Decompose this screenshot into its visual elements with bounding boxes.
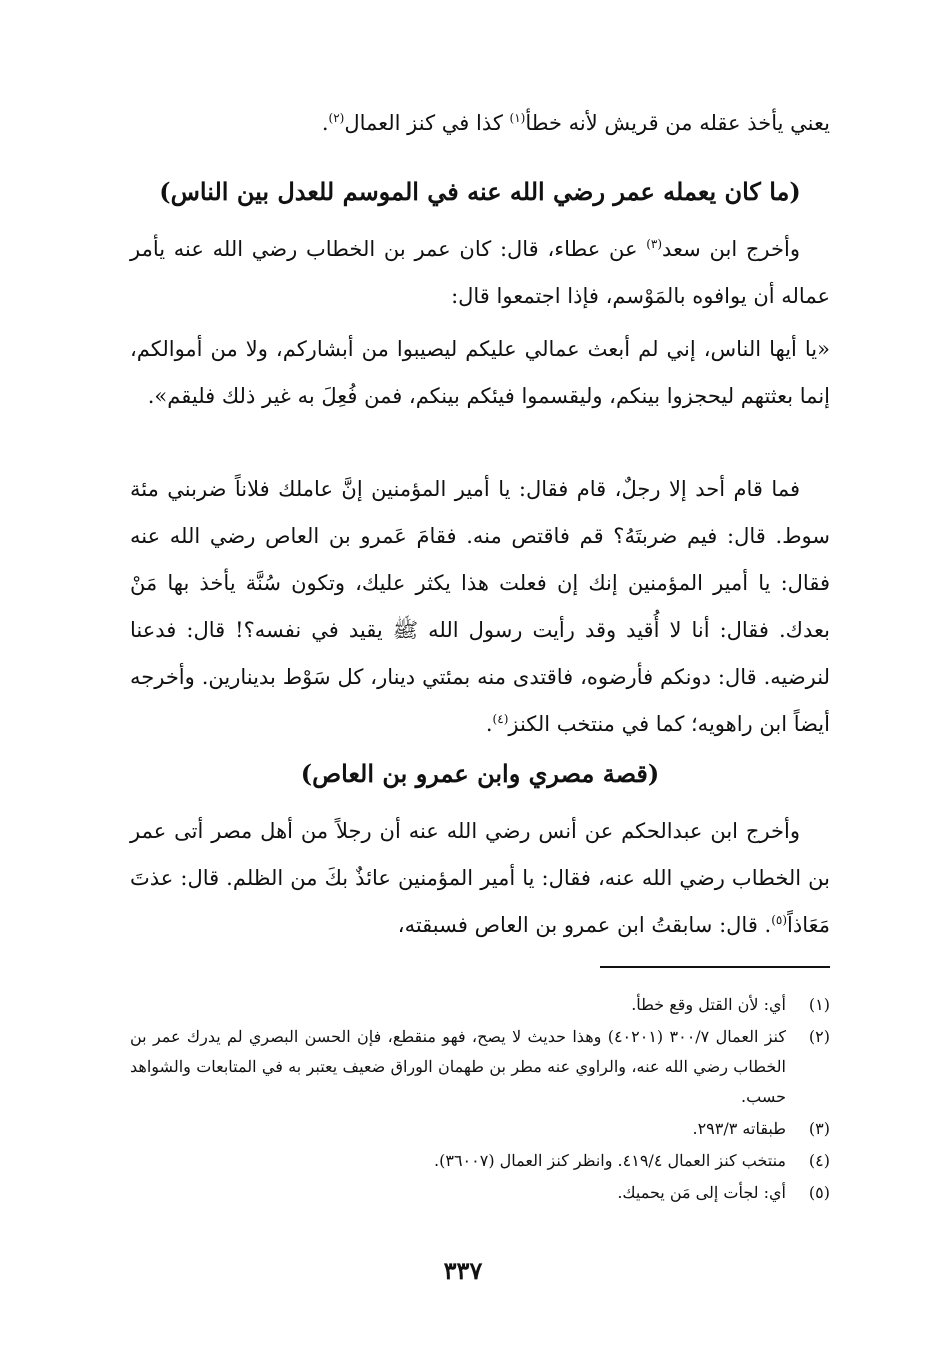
footnote-4 xyxy=(130,1146,830,1176)
footnote-ref-1[interactable]: (١) xyxy=(509,111,526,125)
footnote-text: أي: لجأت إلى مَن يحميك. xyxy=(617,1183,786,1202)
footnote-number: (٥) xyxy=(808,1183,830,1202)
paragraph-5 xyxy=(130,808,830,949)
paragraph-1-text-b: كذا في كنز العمال xyxy=(344,111,510,135)
footnote-ref-3[interactable]: (٣) xyxy=(646,237,663,251)
paragraph-5-text-a: وأخرج ابن عبدالحكم عن أنس رضي الله عنه أن رجلاً من أهل مصر أتى عمر بن الخطاب رضي الله عنه، فقال: يا أمير المؤمنين عائذٌ بكَ من الظلم. قال: عذتَ مَعَاذاً xyxy=(130,819,830,937)
paragraph-1-text-a: يعني يأخذ عقله من قريش لأنه خطأ xyxy=(525,111,830,135)
footnote-number: (١) xyxy=(808,995,830,1014)
footnote-ref-4[interactable]: (٤) xyxy=(492,712,509,726)
paragraph-3-quote: «يا أيها الناس، إني لم أبعث عمالي عليكم ليصيبوا من أبشاركم، ولا من أموالكم، إنما بعثتهم ليحجزوا بينكم، وليقسموا فيئكم بينكم، فمن فُعِلَ به غير ذلك فليقم». xyxy=(130,337,830,408)
footnote-2 xyxy=(130,1022,830,1112)
paragraph-5-text-b: . قال: سابقتُ ابن عمرو بن العاص فسبقته، xyxy=(397,913,772,937)
paragraph-1-text-c: . xyxy=(321,111,329,135)
footnote-text: طبقاته ٢٩٣/٣. xyxy=(692,1119,786,1138)
paragraph-4-text-a: فما قام أحد إلا رجلٌ، قام فقال: يا أمير المؤمنين إنَّ عاملك فلاناً ضربني مئة سوط. قال: فيم ضربتَهُ؟ قم فاقتص منه. فقامَ عَمرو بن العاص رضي الله عنه فقال: يا أمير المؤمنين إنك إن فعلت هذا يكثر عليك، وتكون سُنَّة يأخذ بها مَنْ بعدك. فقال: أنا لا أُقيد وقد رأيت رسول الله ﷺ يقيد في نفسه؟! قال: فدعنا لنرضيه. قال: دونكم فأرضوه، فاقتدى منه بمئتي دينار، كل سَوْط بدينارين. وأخرجه أيضاً ابن راهويه؛ كما في منتخب الكنز xyxy=(130,477,830,736)
section-heading-2: (قصة مصري وابن عمرو بن العاص) xyxy=(300,759,660,788)
paragraph-1 xyxy=(130,100,830,147)
paragraph-4-text-b: . xyxy=(485,712,493,736)
paragraph-2-text-b: عن عطاء، قال: كان عمر بن الخطاب رضي الله عنه يأمر عماله أن يوافوه بالمَوْسم، فإذا اجتمعوا قال: xyxy=(130,237,830,308)
footnote-number: (٣) xyxy=(808,1119,830,1138)
paragraph-4 xyxy=(130,466,830,748)
footnote-1 xyxy=(130,990,830,1020)
footnote-text: منتخب كنز العمال ٤١٩/٤. وانظر كنز العمال (٣٦٠٠٧). xyxy=(434,1151,786,1170)
footnote-number: (٤) xyxy=(808,1151,830,1170)
footnote-5 xyxy=(130,1178,830,1208)
footnote-3 xyxy=(130,1114,830,1144)
footnote-ref-5[interactable]: (٥) xyxy=(771,913,788,927)
page-number: ٣٣٧ xyxy=(443,1256,483,1285)
paragraph-2 xyxy=(130,226,830,320)
paragraph-2-text-a: وأخرج ابن سعد xyxy=(662,237,800,261)
section-heading-1: (ما كان يعمله عمر رضي الله عنه في الموسم للعدل بين الناس) xyxy=(159,177,801,206)
footnote-separator xyxy=(600,966,830,968)
footnotes xyxy=(130,990,830,1210)
footnote-text: كنز العمال ٣٠٠/٧ (٤٠٢٠١) وهذا حديث لا يصح، فهو منقطع، فإن الحسن البصري لم يدرك عمر بن الخطاب رضي الله عنه، والراوي عنه مطر بن طهمان الوراق ضعيف يعتبر به في المتابعات والشواهد حسب. xyxy=(130,1027,787,1106)
footnote-text: أي: لأن القتل وقع خطأ. xyxy=(631,995,786,1014)
footnote-ref-2[interactable]: (٢) xyxy=(328,111,345,125)
footnote-number: (٢) xyxy=(808,1027,830,1046)
